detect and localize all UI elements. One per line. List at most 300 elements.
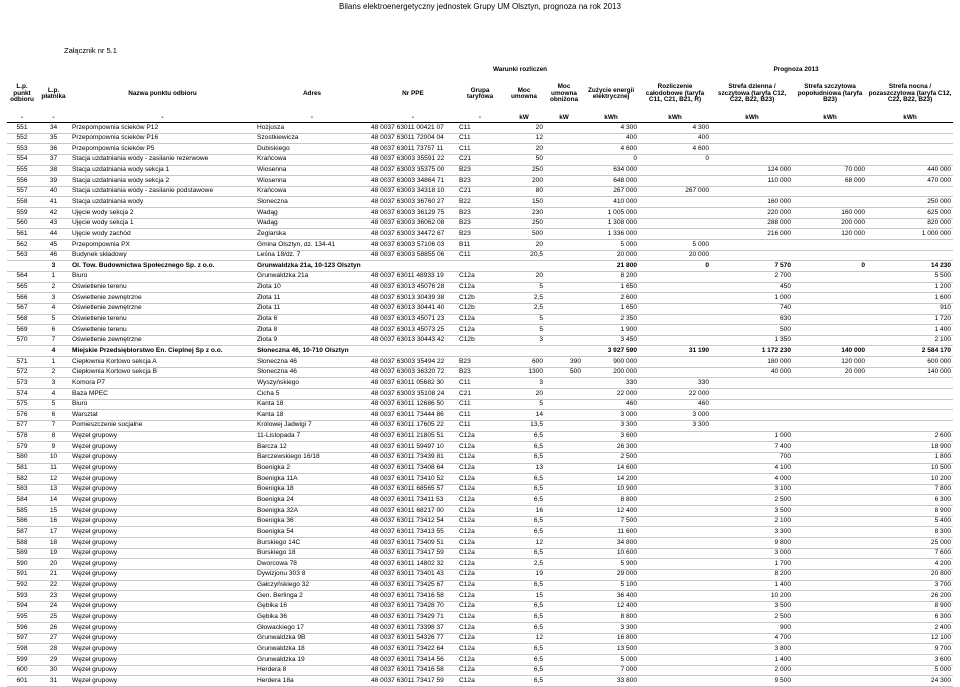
cell-usage: 22 000: [583, 389, 639, 400]
cell-allday: [639, 623, 711, 634]
cell-lp-platnika: 28: [37, 644, 70, 655]
cell-tariff: B23: [457, 229, 503, 240]
cell-day: 3 800: [711, 644, 793, 655]
cell-ppe: 48 0037 63011 73417 59: [369, 676, 457, 687]
cell-address: Wadąg: [255, 208, 369, 219]
cell-power-reduced: [545, 569, 583, 580]
cell-tariff: C11: [457, 410, 503, 421]
group-header-forecast: Prognoza 2013: [773, 65, 819, 73]
cell-address: Herdera 8: [255, 665, 369, 676]
cell-night: 26 200: [867, 591, 953, 602]
cell-allday: [639, 506, 711, 517]
table-row: [7, 665, 953, 676]
cell-power: 6,5: [503, 644, 545, 655]
cell-afternoon: [793, 527, 867, 538]
cell-afternoon: [793, 591, 867, 602]
cell-name: Oświetlenie zewnętrzne: [70, 335, 255, 346]
table-group-row: [7, 261, 953, 272]
table-row: [7, 133, 953, 144]
cell-lp-punkt: 582: [7, 474, 37, 485]
cell-tariff: C12a: [457, 325, 503, 336]
cell-address: Wiosenna: [255, 165, 369, 176]
cell-day: 3 500: [711, 601, 793, 612]
cell-tariff: C12a: [457, 516, 503, 527]
cell-usage: 1 650: [583, 303, 639, 314]
attachment-label: Załącznik nr 5.1: [64, 46, 117, 55]
cell-lp-punkt: 578: [7, 431, 37, 442]
cell-night: [867, 133, 953, 144]
cell-afternoon: 200 000: [793, 218, 867, 229]
cell-lp-platnika: 37: [37, 154, 70, 165]
column-header-power-reduced: Moc umowna obniżona: [549, 83, 579, 104]
unit-cell: -: [70, 114, 255, 123]
cell-lp-platnika: 6: [37, 325, 70, 336]
cell-power-reduced: [545, 484, 583, 495]
cell-power-reduced: [545, 229, 583, 240]
cell-night: 2 400: [867, 623, 953, 634]
cell-lp-punkt: 591: [7, 569, 37, 580]
cell-day: [711, 144, 793, 155]
cell-day: 2 100: [711, 516, 793, 527]
cell-allday: [639, 676, 711, 687]
cell-tariff: C12a: [457, 665, 503, 676]
cell-lp-punkt: 586: [7, 516, 37, 527]
table-row: [7, 442, 953, 453]
cell-address: Grunwaldzka 9B: [255, 633, 369, 644]
cell-allday: [639, 218, 711, 229]
cell-ppe: 48 0037 63013 45073 25: [369, 325, 457, 336]
cell-day: 2 500: [711, 495, 793, 506]
cell-day: 900: [711, 623, 793, 634]
cell-name: Stacja uzdatniania wody sekcja 1: [70, 165, 255, 176]
cell-tariff: C12b: [457, 335, 503, 346]
cell-usage: 410 000: [583, 197, 639, 208]
cell-lp-punkt: 572: [7, 367, 37, 378]
cell-afternoon: [793, 399, 867, 410]
table-row: [7, 431, 953, 442]
cell-ppe: 48 0037 63011 73413 55: [369, 527, 457, 538]
cell-tariff: C12a: [457, 442, 503, 453]
cell-afternoon: [793, 548, 867, 559]
cell-name: Biuro: [70, 271, 255, 282]
cell-name: Węzeł grupowy: [70, 484, 255, 495]
cell-ppe: [369, 346, 457, 357]
cell-afternoon: [793, 186, 867, 197]
cell-ppe: 48 0037 63011 68217 00: [369, 506, 457, 517]
cell-power: 6,5: [503, 601, 545, 612]
table-row: [7, 229, 953, 240]
cell-usage: 21 800: [583, 261, 639, 272]
cell-lp-platnika: 24: [37, 601, 70, 612]
cell-power: 12: [503, 537, 545, 548]
cell-tariff: C12a: [457, 271, 503, 282]
cell-name: Węzeł grupowy: [70, 516, 255, 527]
cell-day: 1 000: [711, 431, 793, 442]
cell-lp-punkt: 577: [7, 420, 37, 431]
cell-power: 20: [503, 271, 545, 282]
cell-allday: [639, 591, 711, 602]
cell-address: Słoneczna 46, 10-710 Olsztyn: [255, 346, 369, 357]
cell-lp-platnika: 20: [37, 559, 70, 570]
cell-lp-punkt: 561: [7, 229, 37, 240]
cell-address: Grunwaldzka 21a: [255, 271, 369, 282]
cell-lp-platnika: 14: [37, 495, 70, 506]
cell-name: Węzeł grupowy: [70, 548, 255, 559]
cell-tariff: B23: [457, 208, 503, 219]
cell-allday: 31 190: [639, 346, 711, 357]
cell-power: 5: [503, 399, 545, 410]
cell-day: 216 000: [711, 229, 793, 240]
column-header-day: Strefa dzienna / szczytowa (taryfa C12, C22, B22, B23): [717, 83, 787, 104]
cell-tariff: C12a: [457, 537, 503, 548]
cell-usage: 10 900: [583, 484, 639, 495]
cell-night: [867, 154, 953, 165]
cell-allday: 460: [639, 399, 711, 410]
cell-power-reduced: [545, 144, 583, 155]
table-row: [7, 303, 953, 314]
cell-ppe: 48 0037 63003 34864 71: [369, 176, 457, 187]
cell-lp-platnika: 25: [37, 612, 70, 623]
cell-tariff: C12b: [457, 293, 503, 304]
cell-day: 740: [711, 303, 793, 314]
table-row: [7, 357, 953, 368]
cell-name: Węzeł grupowy: [70, 463, 255, 474]
cell-tariff: C12a: [457, 548, 503, 559]
cell-power: 6,5: [503, 580, 545, 591]
table-row: [7, 240, 953, 251]
cell-night: 820 000: [867, 218, 953, 229]
cell-lp-punkt: 553: [7, 144, 37, 155]
cell-tariff: C12a: [457, 676, 503, 687]
cell-lp-platnika: 15: [37, 506, 70, 517]
cell-power-reduced: [545, 133, 583, 144]
cell-night: 5 000: [867, 665, 953, 676]
cell-address: Złota 6: [255, 314, 369, 325]
cell-afternoon: [793, 389, 867, 400]
cell-ppe: 48 0037 63003 34472 67: [369, 229, 457, 240]
cell-tariff: C12a: [457, 612, 503, 623]
cell-afternoon: [793, 601, 867, 612]
cell-usage: 12 400: [583, 601, 639, 612]
cell-lp-platnika: 29: [37, 655, 70, 666]
table-row: [7, 389, 953, 400]
cell-usage: 16 800: [583, 633, 639, 644]
cell-night: [867, 389, 953, 400]
cell-name: Węzeł grupowy: [70, 527, 255, 538]
cell-night: 3 700: [867, 580, 953, 591]
cell-lp-punkt: 564: [7, 271, 37, 282]
cell-usage: 4 300: [583, 123, 639, 134]
table-row: [7, 655, 953, 666]
table-row: [7, 144, 953, 155]
cell-usage: 33 800: [583, 676, 639, 687]
cell-address: Boenigka 11A: [255, 474, 369, 485]
cell-address: Kanta 18: [255, 410, 369, 421]
cell-usage: 330: [583, 378, 639, 389]
cell-day: 4 700: [711, 633, 793, 644]
cell-day: 124 000: [711, 165, 793, 176]
cell-name: Ujęcie wody sekcja 1: [70, 218, 255, 229]
cell-tariff: C12a: [457, 495, 503, 506]
cell-name: Węzeł grupowy: [70, 612, 255, 623]
cell-usage: 3 000: [583, 410, 639, 421]
cell-lp-punkt: 593: [7, 591, 37, 602]
cell-ppe: 48 0037 63003 58855 06: [369, 250, 457, 261]
cell-address: Grunwaldzka 19: [255, 655, 369, 666]
cell-power: 20,5: [503, 250, 545, 261]
cell-tariff: C12a: [457, 506, 503, 517]
cell-usage: 900 000: [583, 357, 639, 368]
cell-allday: [639, 229, 711, 240]
cell-lp-platnika: 1: [37, 271, 70, 282]
cell-afternoon: 160 000: [793, 208, 867, 219]
document-title: Bilans elektroenergetyczny jednostek Grupy UM Olsztyn, prognoza na rok 2013: [339, 2, 621, 11]
cell-ppe: 48 0037 63011 17605 22: [369, 420, 457, 431]
cell-power-reduced: [545, 644, 583, 655]
cell-afternoon: [793, 463, 867, 474]
cell-night: [867, 240, 953, 251]
cell-tariff: C12a: [457, 601, 503, 612]
cell-name: Węzeł grupowy: [70, 665, 255, 676]
cell-name: Stacja uzdatniania wody: [70, 197, 255, 208]
cell-usage: 14 600: [583, 463, 639, 474]
cell-tariff: C12a: [457, 474, 503, 485]
cell-power-reduced: [545, 665, 583, 676]
cell-afternoon: [793, 474, 867, 485]
cell-ppe: 48 0037 63003 34318 10: [369, 186, 457, 197]
cell-night: 4 200: [867, 559, 953, 570]
table-row: [7, 378, 953, 389]
cell-night: 24 300: [867, 676, 953, 687]
cell-power: 600: [503, 357, 545, 368]
cell-night: 600 000: [867, 357, 953, 368]
cell-lp-punkt: 592: [7, 580, 37, 591]
cell-power-reduced: [545, 452, 583, 463]
cell-afternoon: [793, 123, 867, 134]
cell-ppe: 48 0037 63011 00421 07: [369, 123, 457, 134]
cell-day: [711, 399, 793, 410]
cell-day: 3 500: [711, 506, 793, 517]
cell-ppe: [369, 261, 457, 272]
cell-ppe: 48 0037 63003 35108 24: [369, 389, 457, 400]
cell-night: 20 800: [867, 569, 953, 580]
cell-day: 180 000: [711, 357, 793, 368]
cell-lp-platnika: 5: [37, 399, 70, 410]
cell-afternoon: [793, 516, 867, 527]
cell-name: Miejskie Przedsiębiorstwo En. Cieplnej Sp z o.o.: [70, 346, 255, 357]
cell-tariff: C21: [457, 186, 503, 197]
cell-power-reduced: [545, 261, 583, 272]
cell-usage: 2 350: [583, 314, 639, 325]
cell-allday: 20 000: [639, 250, 711, 261]
cell-power-reduced: [545, 506, 583, 517]
cell-name: Oświetlenie zewnętrzne: [70, 303, 255, 314]
table-row: [7, 548, 953, 559]
cell-address: Gen. Berlinga 2: [255, 591, 369, 602]
cell-lp-punkt: 571: [7, 357, 37, 368]
cell-name: Węzeł grupowy: [70, 644, 255, 655]
cell-day: 10 200: [711, 591, 793, 602]
column-header-afternoon: Strefa szczytowa popołudniowa (taryfa B23): [797, 83, 863, 104]
cell-power-reduced: [545, 165, 583, 176]
table-row: [7, 591, 953, 602]
cell-usage: 36 400: [583, 591, 639, 602]
cell-night: 6 300: [867, 612, 953, 623]
cell-night: [867, 250, 953, 261]
cell-allday: 0: [639, 261, 711, 272]
cell-tariff: C12a: [457, 591, 503, 602]
cell-afternoon: [793, 250, 867, 261]
cell-address: Boenigka 18: [255, 484, 369, 495]
cell-ppe: 48 0037 63011 73757 11: [369, 144, 457, 155]
cell-lp-platnika: 5: [37, 314, 70, 325]
cell-address: Królowej Jadwigi 7: [255, 420, 369, 431]
table-row: [7, 165, 953, 176]
cell-ppe: 48 0037 63011 73410 52: [369, 474, 457, 485]
cell-power: 6,5: [503, 452, 545, 463]
cell-power: 5: [503, 325, 545, 336]
table-row: [7, 186, 953, 197]
cell-lp-platnika: 12: [37, 474, 70, 485]
cell-lp-punkt: 574: [7, 389, 37, 400]
cell-name: Przepompownia ścieków P12: [70, 123, 255, 134]
cell-lp-punkt: 594: [7, 601, 37, 612]
cell-address: Grunwaldzka 21a, 10-123 Olsztyn: [255, 261, 369, 272]
cell-allday: [639, 495, 711, 506]
unit-cell: kW: [545, 114, 583, 123]
cell-afternoon: 120 000: [793, 357, 867, 368]
cell-night: 7 800: [867, 484, 953, 495]
cell-lp-punkt: 558: [7, 197, 37, 208]
unit-cell: kWh: [711, 114, 793, 123]
cell-lp-punkt: 570: [7, 335, 37, 346]
cell-tariff: [457, 261, 503, 272]
cell-day: 2 500: [711, 612, 793, 623]
cell-tariff: C12a: [457, 569, 503, 580]
cell-afternoon: [793, 569, 867, 580]
cell-day: [711, 250, 793, 261]
cell-day: 8 200: [711, 569, 793, 580]
cell-usage: 1 336 000: [583, 229, 639, 240]
cell-usage: 20 000: [583, 250, 639, 261]
cell-allday: [639, 452, 711, 463]
cell-tariff: C12b: [457, 303, 503, 314]
cell-tariff: C12a: [457, 527, 503, 538]
cell-power: 20: [503, 123, 545, 134]
cell-power-reduced: [545, 250, 583, 261]
cell-day: [711, 410, 793, 421]
cell-allday: 22 000: [639, 389, 711, 400]
cell-lp-punkt: 551: [7, 123, 37, 134]
cell-power-reduced: [545, 527, 583, 538]
cell-address: Krańcowa: [255, 186, 369, 197]
cell-ppe: 48 0037 63011 73398 37: [369, 623, 457, 634]
cell-power-reduced: [545, 537, 583, 548]
cell-power: 250: [503, 165, 545, 176]
cell-name: Węzeł grupowy: [70, 431, 255, 442]
cell-lp-platnika: 2: [37, 367, 70, 378]
cell-allday: [639, 569, 711, 580]
cell-power-reduced: 390: [545, 357, 583, 368]
cell-power-reduced: [545, 197, 583, 208]
cell-lp-punkt: 601: [7, 676, 37, 687]
cell-lp-punkt: 583: [7, 484, 37, 495]
column-header-power: Moc umowna: [511, 86, 537, 100]
cell-tariff: B23: [457, 176, 503, 187]
cell-night: 140 000: [867, 367, 953, 378]
cell-night: 2 100: [867, 335, 953, 346]
cell-lp-platnika: 44: [37, 229, 70, 240]
table-row: [7, 495, 953, 506]
cell-afternoon: [793, 144, 867, 155]
cell-power-reduced: [545, 431, 583, 442]
table-row: [7, 559, 953, 570]
cell-allday: [639, 282, 711, 293]
cell-tariff: C11: [457, 420, 503, 431]
cell-usage: 5 000: [583, 655, 639, 666]
cell-power: 2,5: [503, 293, 545, 304]
cell-ppe: 48 0037 63013 45076 28: [369, 282, 457, 293]
cell-power-reduced: [545, 123, 583, 134]
cell-tariff: C12a: [457, 314, 503, 325]
cell-usage: 8 800: [583, 495, 639, 506]
cell-afternoon: [793, 293, 867, 304]
cell-power: 20: [503, 389, 545, 400]
column-header-allday: Rozliczenie całodobowe (taryfa C11, C21, B21, R): [645, 83, 705, 104]
cell-lp-platnika: 19: [37, 548, 70, 559]
cell-ppe: 48 0037 63011 73428 70: [369, 601, 457, 612]
cell-name: Węzeł grupowy: [70, 676, 255, 687]
cell-night: 910: [867, 303, 953, 314]
cell-allday: [639, 463, 711, 474]
cell-power-reduced: [545, 495, 583, 506]
cell-lp-punkt: [7, 346, 37, 357]
cell-power: 13: [503, 463, 545, 474]
cell-usage: 2 500: [583, 452, 639, 463]
cell-afternoon: [793, 506, 867, 517]
cell-afternoon: [793, 484, 867, 495]
cell-address: Szostkiewicza: [255, 133, 369, 144]
cell-day: 220 000: [711, 208, 793, 219]
table-row: [7, 282, 953, 293]
cell-power-reduced: [545, 442, 583, 453]
cell-lp-punkt: 557: [7, 186, 37, 197]
cell-day: [711, 154, 793, 165]
cell-address: Gębika 16: [255, 601, 369, 612]
cell-lp-platnika: 22: [37, 580, 70, 591]
cell-tariff: B23: [457, 218, 503, 229]
cell-ppe: 48 0037 63011 73412 54: [369, 516, 457, 527]
cell-allday: [639, 303, 711, 314]
cell-name: Ciepłownia Kortowo sekcja A: [70, 357, 255, 368]
cell-allday: 400: [639, 133, 711, 144]
cell-night: [867, 144, 953, 155]
cell-tariff: C12a: [457, 484, 503, 495]
cell-usage: 1 900: [583, 325, 639, 336]
cell-power-reduced: [545, 293, 583, 304]
cell-night: 1 200: [867, 282, 953, 293]
cell-allday: [639, 367, 711, 378]
cell-name: Węzeł grupowy: [70, 442, 255, 453]
table-row: [7, 250, 953, 261]
cell-address: Leśna 18/dz. 7: [255, 250, 369, 261]
table-group-row: [7, 346, 953, 357]
cell-lp-platnika: 39: [37, 176, 70, 187]
cell-lp-platnika: 4: [37, 346, 70, 357]
cell-night: 3 600: [867, 655, 953, 666]
cell-tariff: B23: [457, 367, 503, 378]
cell-power-reduced: 500: [545, 367, 583, 378]
